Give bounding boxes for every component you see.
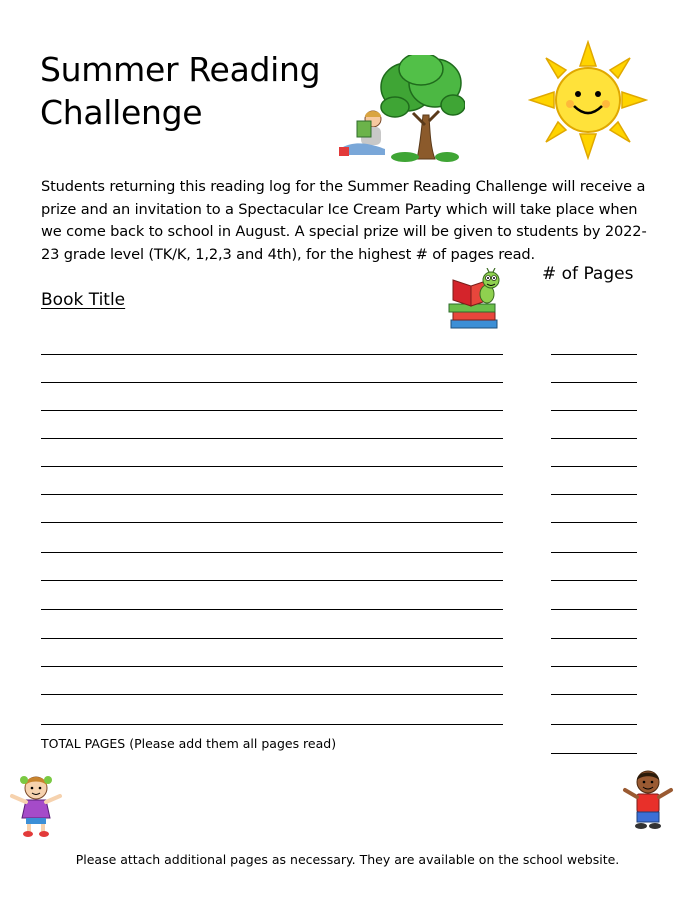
book-title-entry-line[interactable] <box>41 410 503 411</box>
log-row <box>0 694 695 704</box>
pages-entry-line[interactable] <box>551 724 637 725</box>
book-title-entry-line[interactable] <box>41 580 503 581</box>
bookworm-illustration <box>447 268 503 334</box>
log-row <box>0 666 695 676</box>
log-row <box>0 410 695 420</box>
pages-entry-line[interactable] <box>551 694 637 695</box>
total-pages-row <box>0 736 695 756</box>
book-title-entry-line[interactable] <box>41 552 503 553</box>
book-title-entry-line[interactable] <box>41 609 503 610</box>
sun-illustration <box>528 40 648 160</box>
pages-column-header: # of Pages <box>542 264 634 284</box>
pages-entry-line[interactable] <box>551 354 637 355</box>
total-pages-label: TOTAL PAGES (Please add them all pages read) <box>41 736 337 751</box>
page-title <box>40 48 320 134</box>
log-row <box>0 638 695 648</box>
book-title-entry-line[interactable] <box>41 724 503 725</box>
log-row <box>0 466 695 476</box>
book-title-entry-line[interactable] <box>41 382 503 383</box>
log-row <box>0 580 695 590</box>
pages-entry-line[interactable] <box>551 438 637 439</box>
book-title-entry-line[interactable] <box>41 694 503 695</box>
total-pages-entry-line[interactable] <box>551 753 637 754</box>
pages-entry-line[interactable] <box>551 580 637 581</box>
log-row <box>0 494 695 504</box>
pages-entry-line[interactable] <box>551 552 637 553</box>
book-title-entry-line[interactable] <box>41 666 503 667</box>
log-row <box>0 552 695 562</box>
pages-entry-line[interactable] <box>551 609 637 610</box>
log-row <box>0 438 695 448</box>
tree-reader-illustration <box>335 55 465 165</box>
intro-paragraph: Students returning this reading log for the Summer Reading Challenge will receive a prize and an invitation to a Spectacular Ice Cream Party which will take place when we come back to school in August. A special prize will be given to students by 2022-23 grade level (TK/K, 1,2,3 and 4th), for the highest # of pages read. <box>41 178 647 263</box>
pages-entry-line[interactable] <box>551 466 637 467</box>
footer-note: Please attach additional pages as necessary. They are available on the school website. <box>75 852 620 867</box>
title-line-2: Challenge <box>40 93 203 132</box>
girl-illustration <box>8 772 64 838</box>
log-row <box>0 724 695 734</box>
title-line-1: Summer Reading <box>40 50 321 89</box>
book-title-entry-line[interactable] <box>41 638 503 639</box>
log-row <box>0 382 695 392</box>
boy-illustration <box>622 768 674 832</box>
book-title-column-header: Book Title <box>41 290 126 310</box>
pages-entry-line[interactable] <box>551 382 637 383</box>
book-title-entry-line[interactable] <box>41 438 503 439</box>
log-row <box>0 609 695 619</box>
log-row <box>0 522 695 532</box>
book-title-entry-line[interactable] <box>41 494 503 495</box>
log-row <box>0 354 695 364</box>
pages-entry-line[interactable] <box>551 666 637 667</box>
book-title-entry-line[interactable] <box>41 354 503 355</box>
book-title-entry-line[interactable] <box>41 466 503 467</box>
pages-entry-line[interactable] <box>551 522 637 523</box>
pages-entry-line[interactable] <box>551 494 637 495</box>
book-title-entry-line[interactable] <box>41 522 503 523</box>
pages-entry-line[interactable] <box>551 410 637 411</box>
pages-entry-line[interactable] <box>551 638 637 639</box>
